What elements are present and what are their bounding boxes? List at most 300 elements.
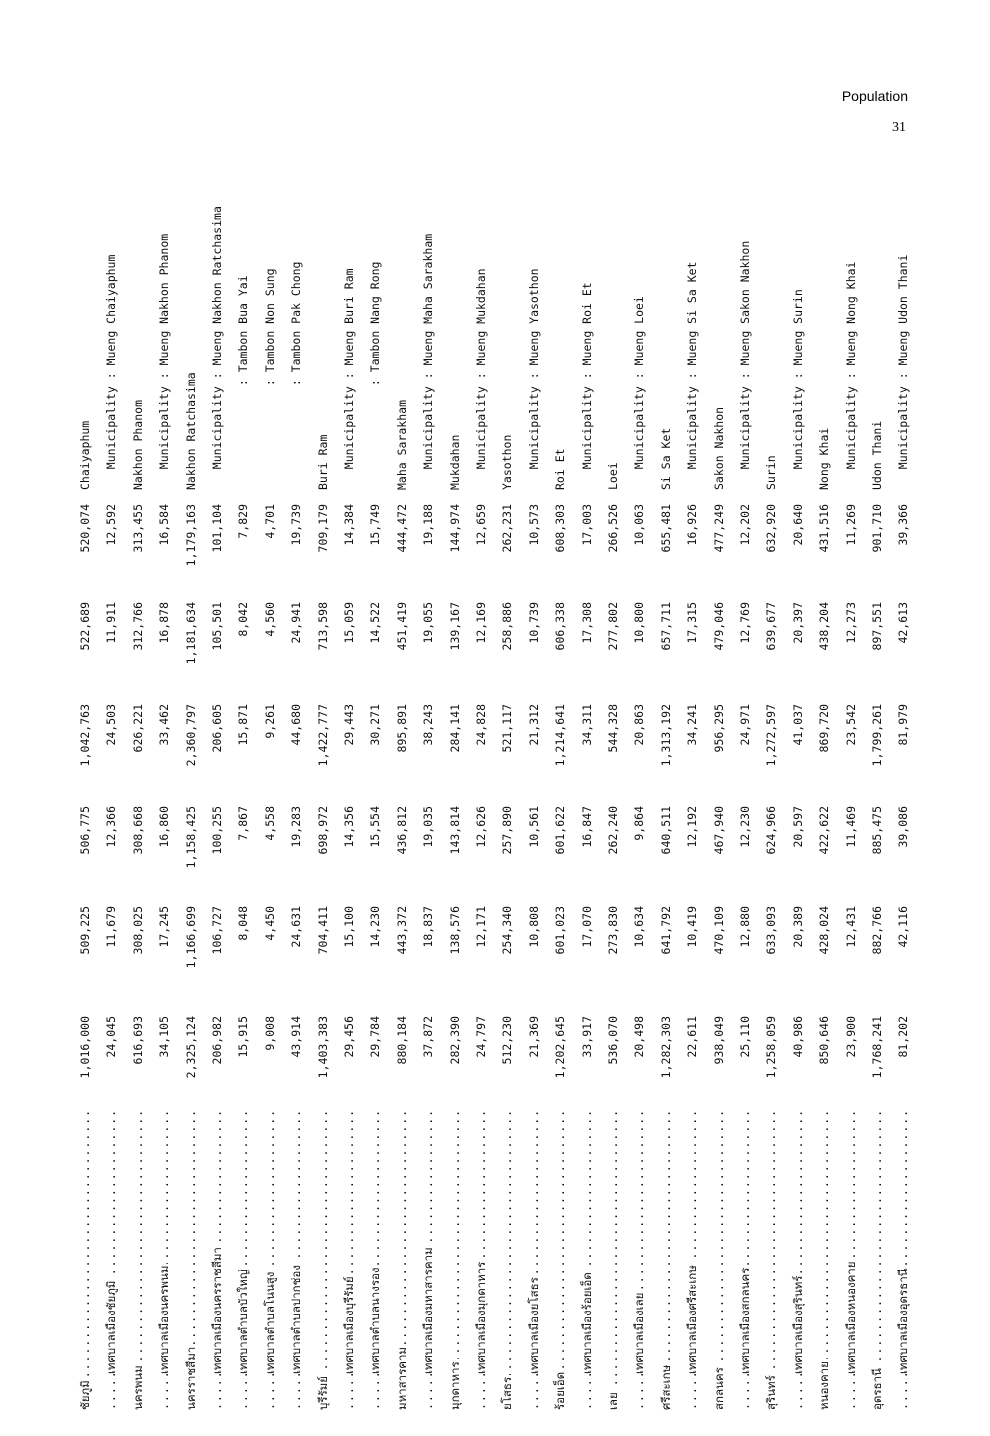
value-cell: 262,240 <box>606 806 620 855</box>
value-cell: 10,419 <box>685 906 700 948</box>
value-cell: 24,045 <box>104 1016 119 1058</box>
value-cell: 10,800 <box>632 602 647 644</box>
thai-name: เทศบาลเมืองชัยภูมิ <box>104 1280 119 1374</box>
table-row <box>283 130 309 1410</box>
value-cell: 506,775 <box>78 806 92 855</box>
thai-name: เลย <box>606 1392 620 1410</box>
value-cell: 312,766 <box>130 602 145 651</box>
table-row <box>310 130 336 1410</box>
value-cell: 44,680 <box>289 704 304 746</box>
value-cell: 254,340 <box>500 906 515 955</box>
table-row <box>653 130 679 1410</box>
value-cell: 15,100 <box>342 906 356 948</box>
value-cell: 1,258,059 <box>764 1016 779 1079</box>
thai-name-cell <box>389 1110 415 1410</box>
value-cell: 509,225 <box>78 906 92 955</box>
value-cell: 4,558 <box>262 806 277 841</box>
english-name: : Tambon Bua Yai <box>236 275 251 490</box>
english-name: Municipality : Mueng Si Sa Ket <box>685 261 700 490</box>
english-name: Municipality : Mueng Nong Khai <box>843 261 858 490</box>
section-title: Population <box>841 88 908 104</box>
value-cell: 262,231 <box>500 504 515 553</box>
thai-name: เทศบาลตำบลบัวใหญ่ <box>236 1269 251 1374</box>
value-cell: 105,501 <box>210 602 224 651</box>
value-cell: 1,166,699 <box>183 906 198 969</box>
table-row <box>415 130 441 1410</box>
thai-name: อุดรธานี <box>870 1368 884 1410</box>
english-name: Municipality : Mueng Loei <box>632 296 647 490</box>
thai-name-cell <box>706 1110 732 1410</box>
thai-name: เทศบาลตำบลโนนสูง <box>262 1271 277 1374</box>
thai-name-cell <box>468 1110 494 1410</box>
thai-name-cell <box>758 1110 784 1410</box>
value-cell: 12,202 <box>738 504 752 546</box>
value-cell: 23,900 <box>843 1016 858 1058</box>
value-cell: 81,979 <box>896 704 911 746</box>
thai-name: เทศบาลเมืองนครพนม <box>157 1265 172 1374</box>
value-cell: 17,070 <box>579 906 594 948</box>
value-cell: 206,982 <box>210 1016 224 1065</box>
table-row <box>706 130 732 1410</box>
thai-name: นครราชสีมา <box>183 1346 198 1410</box>
value-cell: 632,920 <box>764 504 779 553</box>
thai-name-cell <box>574 1110 600 1410</box>
thai-name-cell <box>785 1110 811 1410</box>
value-cell: 10,808 <box>526 906 541 948</box>
value-cell: 608,303 <box>553 504 568 553</box>
value-cell: 7,867 <box>236 806 251 841</box>
thai-name-cell <box>125 1110 151 1410</box>
value-cell: 443,372 <box>394 906 409 955</box>
value-cell: 12,169 <box>474 602 488 644</box>
value-cell: 39,086 <box>896 806 911 848</box>
value-cell: 1,768,241 <box>870 1016 884 1079</box>
value-cell: 477,249 <box>711 504 726 553</box>
value-cell: 20,640 <box>790 504 805 546</box>
english-name: Municipality : Mueng Nakhon Ratchasima <box>210 206 224 490</box>
value-cell: 601,023 <box>553 906 568 955</box>
value-cell: 20,498 <box>632 1016 647 1058</box>
table-row <box>151 130 177 1410</box>
value-cell: 15,915 <box>236 1016 251 1058</box>
thai-name: เทศบาลเมืองหนองคาย <box>843 1261 858 1374</box>
value-cell: 470,109 <box>711 906 726 955</box>
thai-name-cell <box>838 1110 864 1410</box>
value-cell: 15,059 <box>342 602 356 644</box>
thai-name: เทศบาลตำบลปากช่อง <box>289 1265 304 1374</box>
english-name: Maha Sarakham <box>394 399 409 490</box>
value-cell: 1,158,425 <box>183 806 198 869</box>
thai-name: เทศบาลเมืองมหาสารคาม <box>421 1247 436 1374</box>
value-cell: 479,046 <box>711 602 726 651</box>
value-cell: 10,634 <box>632 906 647 948</box>
value-cell: 258,886 <box>500 602 515 651</box>
thai-name-cell <box>178 1110 204 1410</box>
value-cell: 19,035 <box>421 806 436 848</box>
value-cell: 34,241 <box>685 704 700 746</box>
value-cell: 273,830 <box>606 906 620 955</box>
value-cell: 536,070 <box>606 1016 620 1065</box>
table-row <box>204 130 230 1410</box>
value-cell: 882,766 <box>870 906 884 955</box>
value-cell: 1,179,163 <box>183 504 198 567</box>
thai-name: เทศบาลตำบลนางรอง <box>368 1267 383 1374</box>
value-cell: 709,179 <box>315 504 330 553</box>
table-row <box>494 130 520 1410</box>
value-cell: 34,311 <box>579 704 594 746</box>
english-name: Municipality : Mueng Nakhon Phanom <box>157 233 172 490</box>
table-row <box>468 130 494 1410</box>
value-cell: 2,360,797 <box>183 704 198 767</box>
english-name: Chaiyaphum <box>78 420 92 490</box>
value-cell: 639,677 <box>764 602 779 651</box>
table-row <box>521 130 547 1410</box>
value-cell: 1,403,383 <box>315 1016 330 1079</box>
value-cell: 938,049 <box>711 1016 726 1065</box>
value-cell: 895,891 <box>394 704 409 753</box>
page-number: 31 <box>892 120 906 135</box>
value-cell: 1,799,261 <box>870 704 884 767</box>
value-cell: 1,214,641 <box>553 704 568 767</box>
english-name: Yasothon <box>500 434 515 490</box>
value-cell: 1,016,000 <box>78 1016 92 1079</box>
english-name: Municipality : Mueng Udon Thani <box>896 254 911 490</box>
value-cell: 8,042 <box>236 602 251 637</box>
value-cell: 16,584 <box>157 504 172 546</box>
thai-name: เทศบาลเมืองนครราชสีมา <box>210 1247 224 1374</box>
value-cell: 19,055 <box>421 602 436 644</box>
value-cell: 1,313,192 <box>658 704 673 767</box>
value-cell: 422,622 <box>817 806 832 855</box>
table-row <box>442 130 468 1410</box>
thai-name: หนองคาย <box>817 1361 832 1410</box>
english-name: Roi Et <box>553 448 568 490</box>
value-cell: 143,814 <box>447 806 462 855</box>
thai-name-cell <box>230 1110 256 1410</box>
value-cell: 10,063 <box>632 504 647 546</box>
value-cell: 4,450 <box>262 906 277 941</box>
value-cell: 308,025 <box>130 906 145 955</box>
value-cell: 101,104 <box>210 504 224 553</box>
value-cell: 12,192 <box>685 806 700 848</box>
value-cell: 139,167 <box>447 602 462 651</box>
english-name: Si Sa Ket <box>658 427 673 490</box>
value-cell: 522,689 <box>78 602 92 651</box>
value-cell: 43,914 <box>289 1016 304 1058</box>
value-cell: 655,481 <box>658 504 673 553</box>
thai-name-cell <box>151 1110 177 1410</box>
value-cell: 16,926 <box>685 504 700 546</box>
english-name: : Tambon Pak Chong <box>289 261 304 490</box>
thai-name-cell <box>890 1110 916 1410</box>
thai-name: ชัยภูมิ <box>78 1380 92 1410</box>
value-cell: 106,727 <box>210 906 224 955</box>
table-row <box>732 130 758 1410</box>
thai-name: เทศบาลเมืองร้อยเอ็ด <box>579 1272 594 1374</box>
value-cell: 17,315 <box>685 602 700 644</box>
value-cell: 11,911 <box>104 602 119 644</box>
thai-name-cell <box>362 1110 388 1410</box>
table-row <box>547 130 573 1410</box>
value-cell: 19,283 <box>289 806 304 848</box>
value-cell: 606,338 <box>553 602 568 651</box>
thai-name-cell <box>626 1110 652 1410</box>
value-cell: 29,456 <box>342 1016 356 1058</box>
thai-name: ร้อยเอ็ด <box>553 1371 568 1410</box>
value-cell: 12,273 <box>843 602 858 644</box>
value-cell: 24,941 <box>289 602 304 644</box>
thai-name-cell <box>679 1110 705 1410</box>
value-cell: 16,878 <box>157 602 172 644</box>
value-cell: 698,972 <box>315 806 330 855</box>
thai-name-cell <box>811 1110 837 1410</box>
english-name: Loei <box>606 462 620 490</box>
value-cell: 37,872 <box>421 1016 436 1058</box>
value-cell: 41,037 <box>790 704 805 746</box>
value-cell: 1,272,597 <box>764 704 779 767</box>
english-name: Nong Khai <box>817 427 832 490</box>
value-cell: 19,739 <box>289 504 304 546</box>
value-cell: 624,966 <box>764 806 779 855</box>
value-cell: 850,646 <box>817 1016 832 1065</box>
value-cell: 2,325,124 <box>183 1016 198 1079</box>
value-cell: 33,462 <box>157 704 172 746</box>
value-cell: 24,797 <box>474 1016 488 1058</box>
value-cell: 15,554 <box>368 806 383 848</box>
value-cell: 9,008 <box>262 1016 277 1051</box>
value-cell: 24,503 <box>104 704 119 746</box>
table-row <box>811 130 837 1410</box>
value-cell: 266,526 <box>606 504 620 553</box>
population-table <box>72 130 912 1410</box>
english-name: Buri Ram <box>315 434 330 490</box>
value-cell: 1,042,763 <box>78 704 92 767</box>
thai-name: นครพนม <box>130 1365 145 1410</box>
value-cell: 12,659 <box>474 504 488 546</box>
value-cell: 42,116 <box>896 906 911 948</box>
value-cell: 21,369 <box>526 1016 541 1058</box>
value-cell: 9,864 <box>632 806 647 841</box>
value-cell: 14,384 <box>342 504 356 546</box>
table-row <box>758 130 784 1410</box>
english-name: Udon Thani <box>870 420 884 490</box>
value-cell: 512,230 <box>500 1016 515 1065</box>
thai-name: ศรีสะเกษ <box>658 1364 673 1410</box>
value-cell: 897,551 <box>870 602 884 651</box>
english-name: Sakon Nakhon <box>711 406 726 490</box>
value-cell: 18,837 <box>421 906 436 948</box>
thai-name: เทศบาลเมืองมุกดาหาร <box>474 1261 488 1374</box>
thai-name: เทศบาลเมืองยโสธร <box>526 1277 541 1374</box>
value-cell: 12,769 <box>738 602 752 644</box>
value-cell: 11,269 <box>843 504 858 546</box>
thai-name-cell <box>547 1110 573 1410</box>
english-name: Nakhon Phanom <box>130 399 145 490</box>
value-cell: 467,940 <box>711 806 726 855</box>
value-cell: 12,880 <box>738 906 752 948</box>
value-cell: 34,105 <box>157 1016 172 1058</box>
table-row <box>230 130 256 1410</box>
english-name: Municipality : Mueng Yasothon <box>526 268 541 490</box>
table-row <box>125 130 151 1410</box>
value-cell: 206,605 <box>210 704 224 753</box>
table-row <box>336 130 362 1410</box>
value-cell: 24,828 <box>474 704 488 746</box>
value-cell: 81,202 <box>896 1016 911 1058</box>
value-cell: 869,720 <box>817 704 832 753</box>
value-cell: 257,890 <box>500 806 515 855</box>
thai-name-cell <box>204 1110 230 1410</box>
value-cell: 20,863 <box>632 704 647 746</box>
english-name: Surin <box>764 455 779 490</box>
table-row <box>574 130 600 1410</box>
table-row <box>600 130 626 1410</box>
thai-name-cell <box>653 1110 679 1410</box>
value-cell: 1,181,634 <box>183 602 198 665</box>
thai-name-cell <box>521 1110 547 1410</box>
table-row <box>362 130 388 1410</box>
value-cell: 20,397 <box>790 602 805 644</box>
value-cell: 713,598 <box>315 602 330 651</box>
value-cell: 12,366 <box>104 806 119 848</box>
value-cell: 14,522 <box>368 602 383 644</box>
thai-name: บุรีรัมย์ <box>315 1376 330 1410</box>
thai-name: เทศบาลเมืองอุดรธานี <box>896 1268 911 1374</box>
value-cell: 21,312 <box>526 704 541 746</box>
value-cell: 100,255 <box>210 806 224 855</box>
value-cell: 12,171 <box>474 906 488 948</box>
table-row <box>890 130 916 1410</box>
thai-name-cell <box>442 1110 468 1410</box>
value-cell: 657,711 <box>658 602 673 651</box>
table-row <box>178 130 204 1410</box>
thai-name: เทศบาลเมืองศรีสะเกษ <box>685 1265 700 1374</box>
value-cell: 23,542 <box>843 704 858 746</box>
english-name: Municipality : Mueng Maha Sarakham <box>421 233 436 490</box>
value-cell: 14,356 <box>342 806 356 848</box>
value-cell: 20,597 <box>790 806 805 848</box>
value-cell: 12,626 <box>474 806 488 848</box>
thai-name: ยโสธร <box>500 1376 515 1410</box>
value-cell: 15,871 <box>236 704 251 746</box>
thai-name: เทศบาลเมืองสกลนคร <box>738 1267 752 1374</box>
value-cell: 30,271 <box>368 704 383 746</box>
value-cell: 11,469 <box>843 806 858 848</box>
value-cell: 24,971 <box>738 704 752 746</box>
value-cell: 4,560 <box>262 602 277 637</box>
english-name: Municipality : Mueng Chaiyaphum <box>104 254 119 490</box>
value-cell: 1,282,303 <box>658 1016 673 1079</box>
value-cell: 10,739 <box>526 602 541 644</box>
thai-name: สุรินทร์ <box>764 1375 779 1410</box>
value-cell: 9,261 <box>262 704 277 739</box>
table-row <box>838 130 864 1410</box>
value-cell: 33,917 <box>579 1016 594 1058</box>
value-cell: 10,573 <box>526 504 541 546</box>
value-cell: 313,455 <box>130 504 145 553</box>
value-cell: 138,576 <box>447 906 462 955</box>
value-cell: 901,710 <box>870 504 884 553</box>
value-cell: 544,328 <box>606 704 620 753</box>
value-cell: 39,366 <box>896 504 911 546</box>
thai-name-cell <box>98 1110 124 1410</box>
value-cell: 17,308 <box>579 602 594 644</box>
value-cell: 282,390 <box>447 1016 462 1065</box>
thai-name-cell <box>494 1110 520 1410</box>
value-cell: 15,749 <box>368 504 383 546</box>
value-cell: 42,613 <box>896 602 911 644</box>
value-cell: 40,986 <box>790 1016 805 1058</box>
value-cell: 144,974 <box>447 504 462 553</box>
value-cell: 641,792 <box>658 906 673 955</box>
value-cell: 431,516 <box>817 504 832 553</box>
value-cell: 20,389 <box>790 906 805 948</box>
value-cell: 451,419 <box>394 602 409 651</box>
value-cell: 284,141 <box>447 704 462 753</box>
table-row <box>98 130 124 1410</box>
value-cell: 308,668 <box>130 806 145 855</box>
value-cell: 277,802 <box>606 602 620 651</box>
value-cell: 8,048 <box>236 906 251 941</box>
value-cell: 633,093 <box>764 906 779 955</box>
thai-name: เทศบาลเมืองบุรีรัมย์ <box>342 1276 356 1374</box>
value-cell: 704,411 <box>315 906 330 955</box>
value-cell: 444,472 <box>394 504 409 553</box>
thai-name: เทศบาลเมืองสุรินทร์ <box>790 1275 805 1374</box>
table-row <box>679 130 705 1410</box>
table-row <box>389 130 415 1410</box>
table-row <box>72 130 98 1410</box>
english-name: Mukdahan <box>447 434 462 490</box>
english-name: Municipality : Mueng Mukdahan <box>474 268 488 490</box>
value-cell: 17,245 <box>157 906 172 948</box>
english-name: Municipality : Mueng Surin <box>790 289 805 490</box>
english-name: Municipality : Mueng Sakon Nakhon <box>738 240 752 490</box>
value-cell: 521,117 <box>500 704 515 753</box>
thai-name-cell <box>732 1110 758 1410</box>
value-cell: 29,784 <box>368 1016 383 1058</box>
value-cell: 24,631 <box>289 906 304 948</box>
english-name: Municipality : Mueng Buri Ram <box>342 268 356 490</box>
value-cell: 428,024 <box>817 906 832 955</box>
thai-name: สกลนคร <box>711 1367 726 1410</box>
table-row <box>785 130 811 1410</box>
value-cell: 19,188 <box>421 504 436 546</box>
thai-name-cell <box>283 1110 309 1410</box>
value-cell: 520,074 <box>78 504 92 553</box>
value-cell: 7,829 <box>236 504 251 539</box>
english-name: Nakhon Ratchasima <box>183 372 198 490</box>
value-cell: 22,611 <box>685 1016 700 1058</box>
thai-name-cell <box>310 1110 336 1410</box>
thai-name: เทศบาลเมืองเลย <box>632 1292 647 1374</box>
value-cell: 10,561 <box>526 806 541 848</box>
table-row <box>626 130 652 1410</box>
value-cell: 885,475 <box>870 806 884 855</box>
value-cell: 11,679 <box>104 906 119 948</box>
value-cell: 616,693 <box>130 1016 145 1065</box>
value-cell: 436,812 <box>394 806 409 855</box>
value-cell: 626,221 <box>130 704 145 753</box>
value-cell: 14,230 <box>368 906 383 948</box>
value-cell: 880,184 <box>394 1016 409 1065</box>
english-name: : Tambon Non Sung <box>262 268 277 490</box>
thai-name-cell <box>257 1110 283 1410</box>
value-cell: 1,202,645 <box>553 1016 568 1079</box>
thai-name: มหาสารคาม <box>394 1346 409 1410</box>
thai-name-cell <box>415 1110 441 1410</box>
table-row <box>864 130 890 1410</box>
